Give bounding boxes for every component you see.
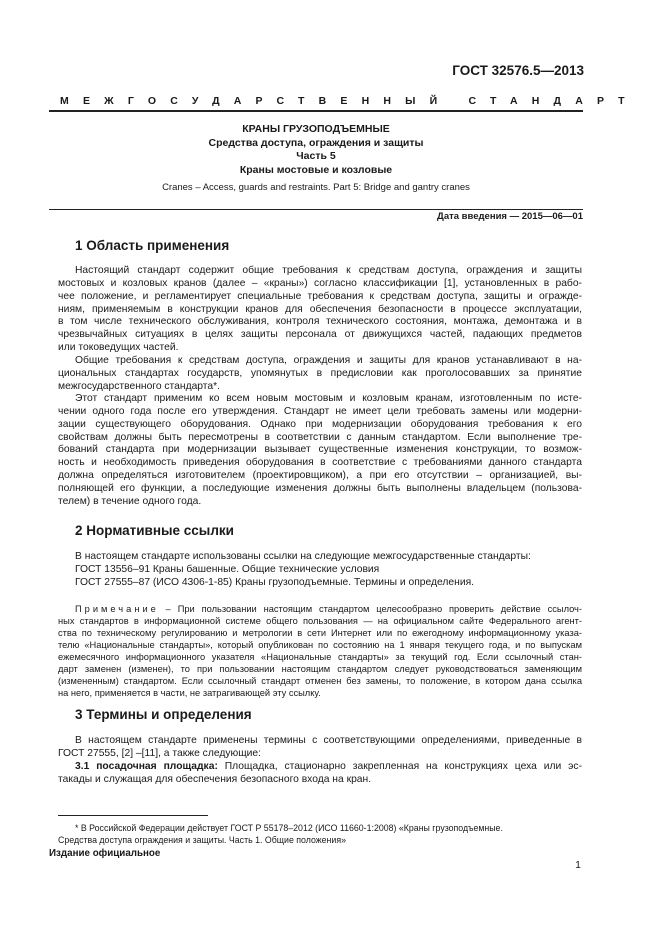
- reference-2: ГОСТ 27555–87 (ИСО 4306-1-85) Краны грузоподъемные. Термины и определения.: [75, 577, 475, 588]
- section-1-paragraph-1: Настоящий стандарт содержит общие требования к средствам доступа, ограждения и защиты мостовых и козловых кранов (далее – «краны») согласно классификации [1], установленных в рабо- чее положение, и регламентирует специальные требования к средствам доступа, защиты и огражде- ниям, применяемым в конструкции кранов для обеспечения безопасности в процессе эксплуатации, в том числе технического обслуживания, контроля технического состояния, монтажа, демонтажа и в чрезвычайных ситуациях в целях защиты персонала от движущихся частей, падающих предметов или токоведущих частей.: [58, 265, 582, 354]
- title-rule: [49, 209, 583, 210]
- references-intro: В настоящем стандарте использованы ссылки на следующие межгосударственные стандарты:: [75, 551, 531, 562]
- footnote: * В Российской Федерации действует ГОСТ Р 55178–2012 (ИСО 11660-1:2008) «Краны грузоподъемные. Средства доступа ограждения и защиты. Часть 1. Общие положения»: [58, 823, 503, 845]
- section-1-heading: 1 Область применения: [75, 238, 230, 253]
- official-edition-label: Издание официальное: [49, 848, 161, 859]
- note-block: Примечание – При пользовании настоящим стандартом целесообразно проверить действие ссылоч- ных стандартов в информационной системе общего пользования — на официальном сайте Федерального агент- ства по техническому регулированию и метрологии в сети Интернет или по ежегодному информационному указа- телю «Национальные стандарты», который опубликован по состоянию на 1 января текущего года, и по выпускам ежемесячного информационного указателя «Национальные стандарты» за текущий год. Если ссылочный стан- дарт заменен (изменен), то при пользовании настоящим стандартом следует руководствоваться заменяющим (измененным) стандартом. Если ссылочный стандарт отменен без замены, то положение, в котором дана ссылка на него, применяется в части, не затрагивающей эту ссылку.: [58, 604, 582, 699]
- title-line-1: КРАНЫ ГРУЗОПОДЪЕМНЫЕ: [242, 123, 390, 135]
- section-3-paragraph-1: В настоящем стандарте применены термины с соответствующими определениями, приведенные в ГОСТ 27555, [2] –[11], а также следующие:: [58, 735, 582, 759]
- standard-code: ГОСТ 32576.5—2013: [452, 63, 584, 78]
- header-rule: [49, 110, 583, 112]
- section-3-heading: 3 Термины и определения: [75, 707, 252, 722]
- reference-1: ГОСТ 13556–91 Краны башенные. Общие технические условия: [75, 564, 380, 575]
- section-2-heading: 2 Нормативные ссылки: [75, 523, 234, 538]
- footnote-rule: [58, 815, 208, 816]
- title-block: [49, 123, 583, 177]
- title-line-2: Средства доступа, ограждения и защиты: [208, 136, 424, 149]
- page-number: 1: [575, 859, 581, 871]
- term-label: 3.1 посадочная площадка:: [75, 761, 218, 772]
- english-title: Cranes – Access, guards and restraints. Part 5: Bridge and gantry cranes: [162, 182, 470, 193]
- title-line-3: Часть 5: [296, 150, 336, 162]
- term-definition: 3.1 посадочная площадка: Площадка, стационарно закрепленная на конструкциях цеха или эс- такады и служащая для обеспечения безопасного входа на кран.: [58, 761, 582, 785]
- interstate-standard-label: МЕЖГОСУДАРСТВЕННЫЙ СТАНДАРТ: [60, 95, 639, 107]
- introduction-date: Дата введения — 2015—06—01: [437, 211, 583, 222]
- section-1-paragraph-3: Этот стандарт применим ко всем новым мостовым и козловым кранам, изготовленным по исте- чении одного года после его утверждения. Стандарт не имеет цели требовать замены или модерни- зации существующего оборудования. Однако при модернизации оборудования требования к его свойствам должны быть пересмотрены в соответствии с данным стандартом. Если выполнение тре- бований стандарта при модернизации вызывает существенные изменения конструкции, то возмож- ность и необходимость приведения оборудования в соответствие с требованиями данного стандарта должна определяться изготовителем (проектировщиком), а при его отсутствии – организацией, вы- полняющей его функции, а последующие изменения должны быть выполнены владельцем (пользова- телем) в течение одного года.: [58, 393, 582, 507]
- section-1-paragraph-2: Общие требования к средствам доступа, ограждения и защиты для кранов устанавливают в на- циональных стандартах государств, упомянутых в предисловии как проголосовавших за принятие межгосударственного стандарта*.: [58, 355, 582, 392]
- note-label: Примечание: [75, 604, 159, 614]
- title-line-4: Краны мостовые и козловые: [239, 163, 393, 176]
